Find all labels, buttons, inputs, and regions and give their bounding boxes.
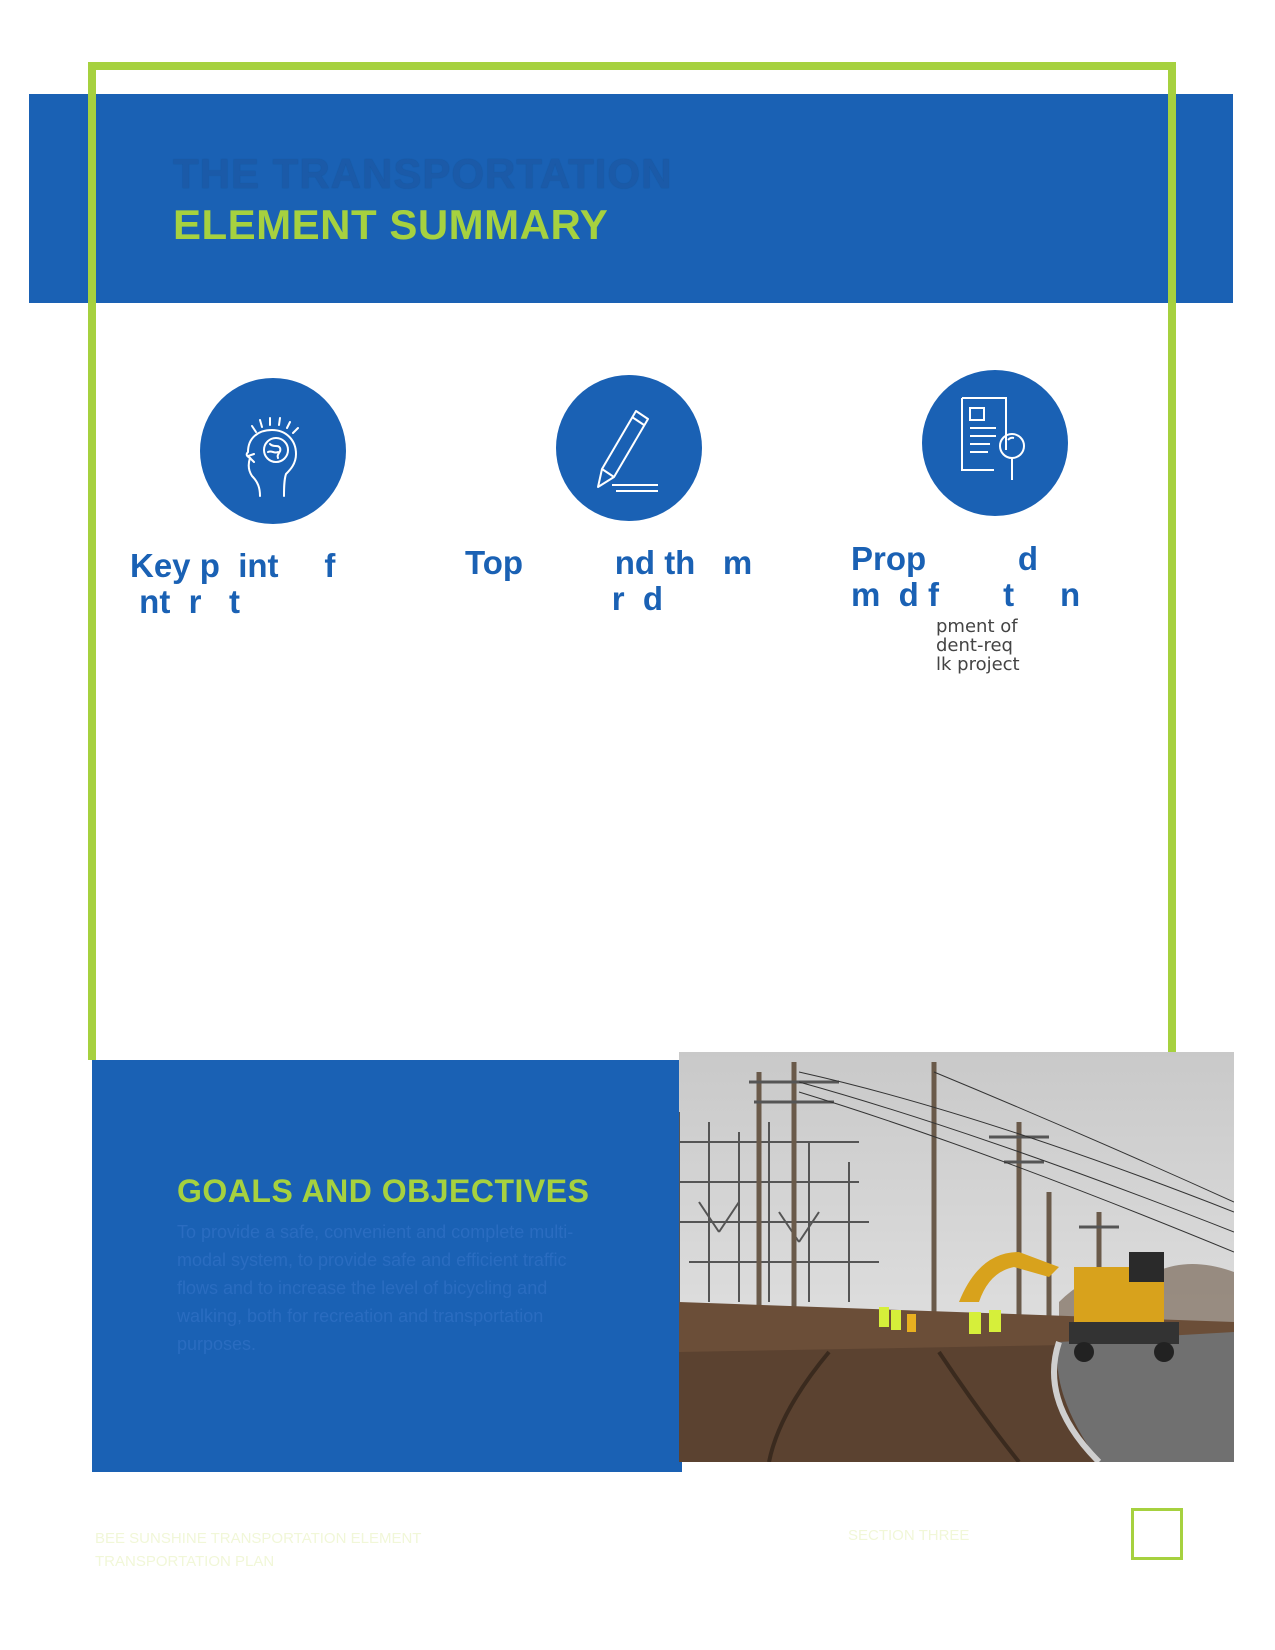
goals-title: GOALS AND OBJECTIVES: [177, 1173, 590, 1209]
construction-photo: [679, 1052, 1234, 1462]
column-heading-2: Top nd th m r d: [465, 544, 753, 617]
pencil-icon: [556, 375, 702, 521]
footer-left-text: BEE SUNSHINE TRANSPORTATION ELEMENT TRANSPORTATION PLAN: [95, 1530, 422, 1570]
column-heading-3: Prop d m d f t n: [851, 540, 1081, 613]
title-line-1: THE TRANSPORTATION: [173, 150, 673, 197]
page-number-box: [1131, 1508, 1183, 1560]
footer-right-text: SECTION THREE: [848, 1527, 970, 1544]
goals-body: To provide a safe, convenient and complete multi-modal system, to provide safe and efficient traffic flows and to increase the level of bicycling and walking, both for recreation and transportation purposes.: [177, 1222, 574, 1354]
column-heading-1: Key p int f nt r t: [130, 547, 336, 620]
document-search-icon: [922, 370, 1068, 516]
brain-head-icon: [200, 378, 346, 524]
partial-body-text: pment of dent-req lk project: [936, 616, 1020, 675]
title-line-2: ELEMENT SUMMARY: [173, 201, 609, 248]
